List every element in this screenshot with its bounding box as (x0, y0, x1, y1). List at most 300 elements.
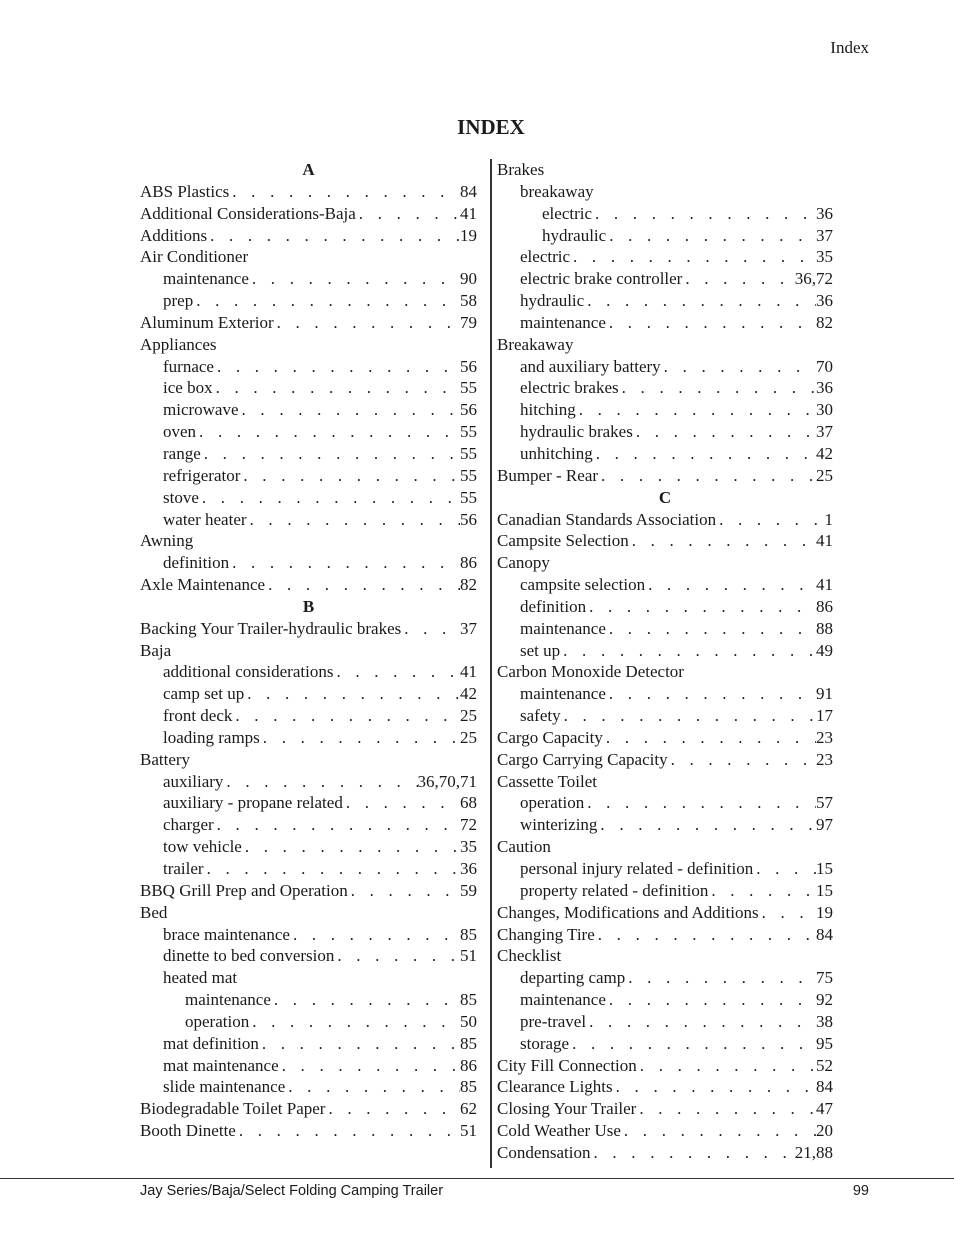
dot-leader (591, 1142, 795, 1164)
index-entry-label: breakaway (520, 181, 594, 201)
dot-leader (242, 836, 460, 858)
index-entry (497, 596, 833, 618)
index-entry-page: 90 (460, 269, 477, 289)
index-entry-label: set up (520, 640, 561, 660)
dot-leader (625, 967, 816, 989)
index-entry-label: trailer (163, 859, 204, 878)
index-entry-page: 19 (816, 902, 833, 922)
index-entry-label: winterizing (520, 815, 598, 835)
dot-leader (274, 312, 460, 334)
index-entry-page: 36 (460, 859, 477, 878)
index-entry (140, 967, 477, 989)
dot-leader (229, 552, 460, 574)
index-entry-page: 72 (460, 815, 477, 835)
index-entry-page: 85 (460, 1033, 477, 1053)
index-entry-label: Backing Your Trailer-hydraulic brakes (140, 618, 402, 638)
index-entry-page: 37 (816, 225, 833, 245)
dot-leader (285, 1076, 460, 1098)
index-entry (140, 618, 477, 640)
index-entry-label: loading ramps (163, 727, 260, 747)
page-title: INDEX (457, 115, 525, 139)
dot-leader (334, 945, 460, 967)
dot-leader (595, 924, 816, 946)
dot-leader (265, 574, 460, 596)
index-entry-page: 49 (816, 640, 833, 660)
index-entry-page: 91 (816, 684, 833, 704)
index-entry-page: 86 (460, 553, 477, 573)
index-entry-label: hydraulic brakes (520, 422, 633, 442)
index-entry (140, 574, 477, 596)
index-entry (140, 902, 477, 924)
column-divider (490, 159, 492, 1168)
index-entry-page: 50 (460, 1011, 477, 1031)
index-entry (140, 792, 477, 814)
index-entry-page: 36 (816, 203, 833, 223)
dot-leader (576, 399, 816, 421)
index-entry-page: 95 (816, 1033, 833, 1053)
index-entry-page: 52 (816, 1055, 833, 1075)
index-entry (497, 945, 833, 967)
index-entry-label: and auxiliary battery (520, 356, 661, 376)
index-entry-page: 30 (816, 400, 833, 420)
index-entry-page: 55 (460, 443, 477, 463)
index-entry-page: 84 (816, 924, 833, 944)
dot-leader (240, 465, 460, 487)
index-entry-label: electric brake controller (520, 269, 683, 289)
index-entry (497, 268, 833, 290)
dot-leader (613, 1076, 816, 1098)
dot-leader (199, 487, 460, 509)
index-entry-label: stove (163, 487, 199, 507)
dot-leader (236, 1120, 460, 1142)
index-entry (140, 312, 477, 334)
index-entry (497, 334, 833, 356)
index-entry (497, 1033, 833, 1055)
index-entry-label: definition (520, 596, 587, 616)
running-header: Index (830, 38, 869, 57)
dot-leader (584, 792, 816, 814)
index-entry (497, 443, 833, 465)
dot-leader (223, 771, 417, 793)
index-entry-label: campsite selection (520, 575, 646, 595)
index-entry-label: refrigerator (163, 465, 241, 485)
dot-leader (708, 880, 816, 902)
index-entry-label: hydraulic (542, 225, 607, 245)
dot-leader (597, 814, 816, 836)
index-entry-label: Aluminum Exterior (140, 312, 274, 332)
index-entry-page: 62 (460, 1099, 477, 1119)
index-entry (140, 1098, 477, 1120)
index-entry-page: 82 (460, 575, 477, 595)
index-entry-page: 41 (816, 575, 833, 595)
index-entry-label: Baja (140, 640, 172, 660)
footer-book-title: Jay Series/Baja/Select Folding Camping Trailer (140, 1183, 444, 1199)
index-entry-page: 21,88 (794, 1142, 833, 1162)
index-entry-label: Campsite Selection (497, 531, 629, 551)
index-entry-label: electric brakes (520, 378, 619, 398)
index-entry-label: personal injury related - definition (520, 859, 754, 878)
index-entry-page: 86 (816, 596, 833, 616)
index-entry-page: 82 (816, 312, 833, 332)
index-entry (140, 858, 477, 880)
index-entry (497, 552, 833, 574)
index-letter-heading: C (658, 487, 672, 507)
dot-leader (606, 225, 816, 247)
index-entry-page: 59 (460, 880, 477, 900)
dot-leader (569, 1033, 816, 1055)
dot-leader (592, 203, 816, 225)
index-entry (497, 203, 833, 225)
dot-leader (759, 902, 816, 924)
index-entry-page: 36,72 (794, 269, 833, 289)
index-entry-page: 88 (816, 618, 833, 638)
index-entry-page: 68 (460, 793, 477, 813)
dot-leader (633, 421, 816, 443)
index-entry-label: prep (163, 291, 194, 311)
index-entry (140, 1033, 477, 1055)
index-entry-label: maintenance (520, 990, 606, 1010)
index-entry (497, 509, 833, 531)
index-entry (497, 377, 833, 399)
index-entry (497, 246, 833, 268)
index-entry-label: additional considerations (163, 662, 334, 682)
index-entry (497, 181, 833, 203)
index-entry (140, 225, 477, 247)
index-entry-label: Cargo Capacity (497, 727, 603, 747)
index-entry-label: operation (520, 793, 585, 813)
index-entry-label: maintenance (520, 684, 606, 704)
index-entry (140, 1011, 477, 1033)
index-entry (497, 618, 833, 640)
index-entry-label: Axle Maintenance (140, 575, 266, 595)
index-entry-label: storage (520, 1033, 570, 1053)
index-entry-page: 41 (460, 203, 477, 223)
dot-leader (645, 574, 816, 596)
dot-leader (629, 530, 816, 552)
dot-leader (232, 705, 460, 727)
index-entry-label: Additional Considerations-Baja (140, 203, 356, 223)
index-entry (140, 814, 477, 836)
index-entry (497, 1142, 833, 1164)
index-entry (497, 1098, 833, 1120)
dot-leader (271, 989, 460, 1011)
index-entry-page: 92 (816, 990, 833, 1010)
index-entry-label: hitching (520, 400, 576, 420)
index-entry (497, 574, 833, 596)
index-entry (497, 530, 833, 552)
index-entry-label: maintenance (520, 618, 606, 638)
index-entry (140, 705, 477, 727)
index-entry-label: Canadian Standards Association (497, 509, 717, 529)
index-entry-label: unhitching (520, 443, 593, 463)
index-entry-page: 86 (460, 1055, 477, 1075)
index-entry (140, 1076, 477, 1098)
dot-leader (325, 1098, 460, 1120)
dot-leader (621, 1120, 816, 1142)
index-entry (140, 181, 477, 203)
dot-leader (213, 377, 460, 399)
dot-leader (606, 989, 816, 1011)
index-entry (497, 749, 833, 771)
dot-leader (214, 814, 460, 836)
index-entry-page: 84 (816, 1077, 833, 1097)
index-entry-page: 25 (460, 706, 477, 726)
index-entry-page: 79 (460, 312, 477, 332)
dot-leader (279, 1055, 460, 1077)
index-entry-page: 37 (460, 618, 477, 638)
index-entry-page: 55 (460, 465, 477, 485)
index-entry-label: Changing Tire (497, 924, 595, 944)
index-entry-page: 17 (816, 706, 833, 726)
dot-leader (603, 727, 816, 749)
index-entry (497, 356, 833, 378)
footer-rule (0, 1178, 954, 1179)
index-entry (140, 334, 477, 356)
index-entry-label: slide maintenance (163, 1077, 286, 1097)
index-entry-label: Condensation (497, 1142, 591, 1162)
index-entry-label: maintenance (185, 990, 271, 1010)
index-entry-label: ice box (163, 378, 213, 398)
index-entry-label: electric (542, 203, 593, 223)
dot-leader (606, 683, 816, 705)
index-entry-label: Canopy (497, 553, 550, 573)
dot-leader (668, 749, 816, 771)
index-entry (497, 1076, 833, 1098)
index-letter-heading: B (302, 596, 315, 616)
dot-leader (229, 181, 460, 203)
index-entry-page: 47 (816, 1099, 833, 1119)
index-entry-page: 36 (816, 291, 833, 311)
index-entry-label: Air Conditioner (140, 247, 249, 267)
index-entry-label: City Fill Connection (497, 1055, 637, 1075)
index-entry-label: Bumper - Rear (497, 465, 599, 485)
index-entry (497, 1011, 833, 1033)
index-entry (497, 640, 833, 662)
index-entry (140, 246, 477, 268)
dot-leader (239, 399, 460, 421)
index-entry-label: Bed (140, 902, 168, 922)
dot-leader (247, 509, 460, 531)
index-entry-label: Booth Dinette (140, 1121, 236, 1141)
index-entry-page: 51 (460, 946, 477, 966)
dot-leader (193, 290, 460, 312)
index-entry-page: 75 (816, 968, 833, 988)
index-entry-label: Battery (140, 749, 191, 769)
index-entry (140, 1120, 477, 1142)
index-entry-page: 37 (816, 422, 833, 442)
index-entry-label: Appliances (140, 334, 217, 354)
dot-leader (290, 924, 460, 946)
index-entry-label: water heater (163, 509, 247, 529)
index-entry (140, 771, 477, 793)
dot-leader (606, 312, 816, 334)
index-entry (497, 858, 833, 880)
index-column-right (497, 159, 833, 1164)
index-entry-page: 35 (816, 247, 833, 267)
index-entry-page: 70 (816, 356, 833, 376)
index-entry (140, 552, 477, 574)
index-entry-label: Cargo Carrying Capacity (497, 749, 668, 769)
index-entry (140, 465, 477, 487)
dot-leader (637, 1055, 816, 1077)
index-entry-page: 15 (816, 880, 833, 900)
index-entry (497, 814, 833, 836)
dot-leader (333, 661, 460, 683)
index-entry-label: charger (163, 815, 214, 835)
index-entry-page: 85 (460, 990, 477, 1010)
index-entry-label: Caution (497, 837, 551, 857)
index-entry-label: electric (520, 247, 571, 267)
index-entry (497, 836, 833, 858)
dot-leader (343, 792, 460, 814)
index-entry (497, 159, 833, 181)
index-entry-page: 57 (816, 793, 833, 813)
index-entry-label: Clearance Lights (497, 1077, 613, 1097)
index-entry-label: camp set up (163, 684, 245, 704)
index-entry-label: front deck (163, 706, 233, 726)
index-entry-label: microwave (163, 400, 239, 420)
index-entry-page: 42 (460, 684, 477, 704)
index-entry-label: Additions (140, 225, 208, 245)
index-entry (497, 967, 833, 989)
index-entry (497, 661, 833, 683)
index-entry-label: furnace (163, 356, 214, 376)
index-entry (497, 880, 833, 902)
index-entry-page: 55 (460, 487, 477, 507)
index-entry (497, 771, 833, 793)
dot-leader (207, 225, 460, 247)
index-entry (497, 727, 833, 749)
index-entry-page: 25 (816, 465, 833, 485)
index-entry (497, 465, 833, 487)
dot-leader (636, 1098, 816, 1120)
dot-leader (561, 705, 816, 727)
index-entry-label: brace maintenance (163, 924, 290, 944)
dot-leader (606, 618, 816, 640)
index-entry-label: pre-travel (520, 1011, 587, 1031)
index-entry (497, 924, 833, 946)
index-entry-label: Carbon Monoxide Detector (497, 662, 684, 682)
index-entry-page: 36,70,71 (417, 771, 477, 791)
index-entry (497, 312, 833, 334)
index-entry-page: 1 (824, 509, 833, 529)
dot-leader (249, 268, 460, 290)
index-entry-label: range (163, 443, 201, 463)
index-entry-page: 56 (460, 509, 477, 529)
dot-leader (196, 421, 460, 443)
index-entry-page: 38 (816, 1011, 833, 1031)
index-entry (497, 1120, 833, 1142)
index-entry-page: 42 (816, 443, 833, 463)
index-entry-label: heated mat (163, 968, 238, 988)
index-entry (140, 421, 477, 443)
index-entry (140, 290, 477, 312)
index-entry (140, 945, 477, 967)
index-entry (140, 356, 477, 378)
index-entry (497, 290, 833, 312)
index-entry-label: mat definition (163, 1033, 259, 1053)
index-entry (140, 924, 477, 946)
index-entry-page: 15 (816, 859, 833, 878)
index-entry-page: 25 (460, 727, 477, 747)
index-entry (140, 727, 477, 749)
index-entry-label: mat maintenance (163, 1055, 279, 1075)
index-entry (140, 399, 477, 421)
dot-leader (249, 1011, 460, 1033)
index-entry-page: 41 (460, 662, 477, 682)
index-entry-page: 41 (816, 531, 833, 551)
index-entry-label: Awning (140, 531, 194, 551)
index-entry-page: 55 (460, 378, 477, 398)
index-entry (140, 836, 477, 858)
index-entry-label: maintenance (520, 312, 606, 332)
index-entry (140, 683, 477, 705)
index-entry-label: Breakaway (497, 334, 574, 354)
dot-leader (204, 858, 460, 880)
dot-leader (584, 290, 816, 312)
index-entry (140, 530, 477, 552)
index-entry-label: auxiliary - propane related (163, 793, 343, 813)
dot-leader (214, 356, 460, 378)
index-entry-page: 23 (816, 749, 833, 769)
index-entry-label: Brakes (497, 160, 545, 179)
index-entry (497, 399, 833, 421)
index-entry (140, 377, 477, 399)
index-entry-page: 20 (816, 1121, 833, 1141)
index-entry-label: Cassette Toilet (497, 771, 598, 791)
index-entry-page: 35 (460, 837, 477, 857)
index-entry-label: BBQ Grill Prep and Operation (140, 880, 348, 900)
index-entry (497, 1055, 833, 1077)
index-entry-label: Checklist (497, 946, 562, 966)
dot-leader (560, 640, 816, 662)
index-entry-page: 58 (460, 291, 477, 311)
dot-leader (661, 356, 816, 378)
dot-leader (716, 509, 824, 531)
dot-leader (260, 727, 460, 749)
index-entry (140, 509, 477, 531)
index-entry (497, 225, 833, 247)
index-entry (497, 989, 833, 1011)
index-entry-label: property related - definition (520, 880, 709, 900)
index-entry-label: Biodegradable Toilet Paper (140, 1099, 326, 1119)
index-entry-label: maintenance (163, 269, 249, 289)
dot-leader (401, 618, 460, 640)
dot-leader (244, 683, 460, 705)
dot-leader (201, 443, 460, 465)
index-entry (497, 705, 833, 727)
index-entry (140, 443, 477, 465)
index-entry-page: 55 (460, 422, 477, 442)
index-entry-label: Cold Weather Use (497, 1121, 621, 1141)
index-entry-page: 36 (816, 378, 833, 398)
index-entry (497, 792, 833, 814)
index-entry (140, 487, 477, 509)
index-entry-label: operation (185, 1011, 250, 1031)
dot-leader (586, 596, 816, 618)
index-entry-page: 51 (460, 1121, 477, 1141)
dot-leader (356, 203, 460, 225)
index-entry-label: tow vehicle (163, 837, 242, 857)
index-entry-label: safety (520, 706, 561, 726)
footer-page-number: 99 (852, 1183, 869, 1199)
index-column-left (140, 159, 477, 1142)
index-entry-label: ABS Plastics (140, 181, 230, 201)
dot-leader (586, 1011, 816, 1033)
index-entry (140, 203, 477, 225)
index-entry-label: dinette to bed conversion (163, 946, 335, 966)
index-entry-page: 85 (460, 924, 477, 944)
